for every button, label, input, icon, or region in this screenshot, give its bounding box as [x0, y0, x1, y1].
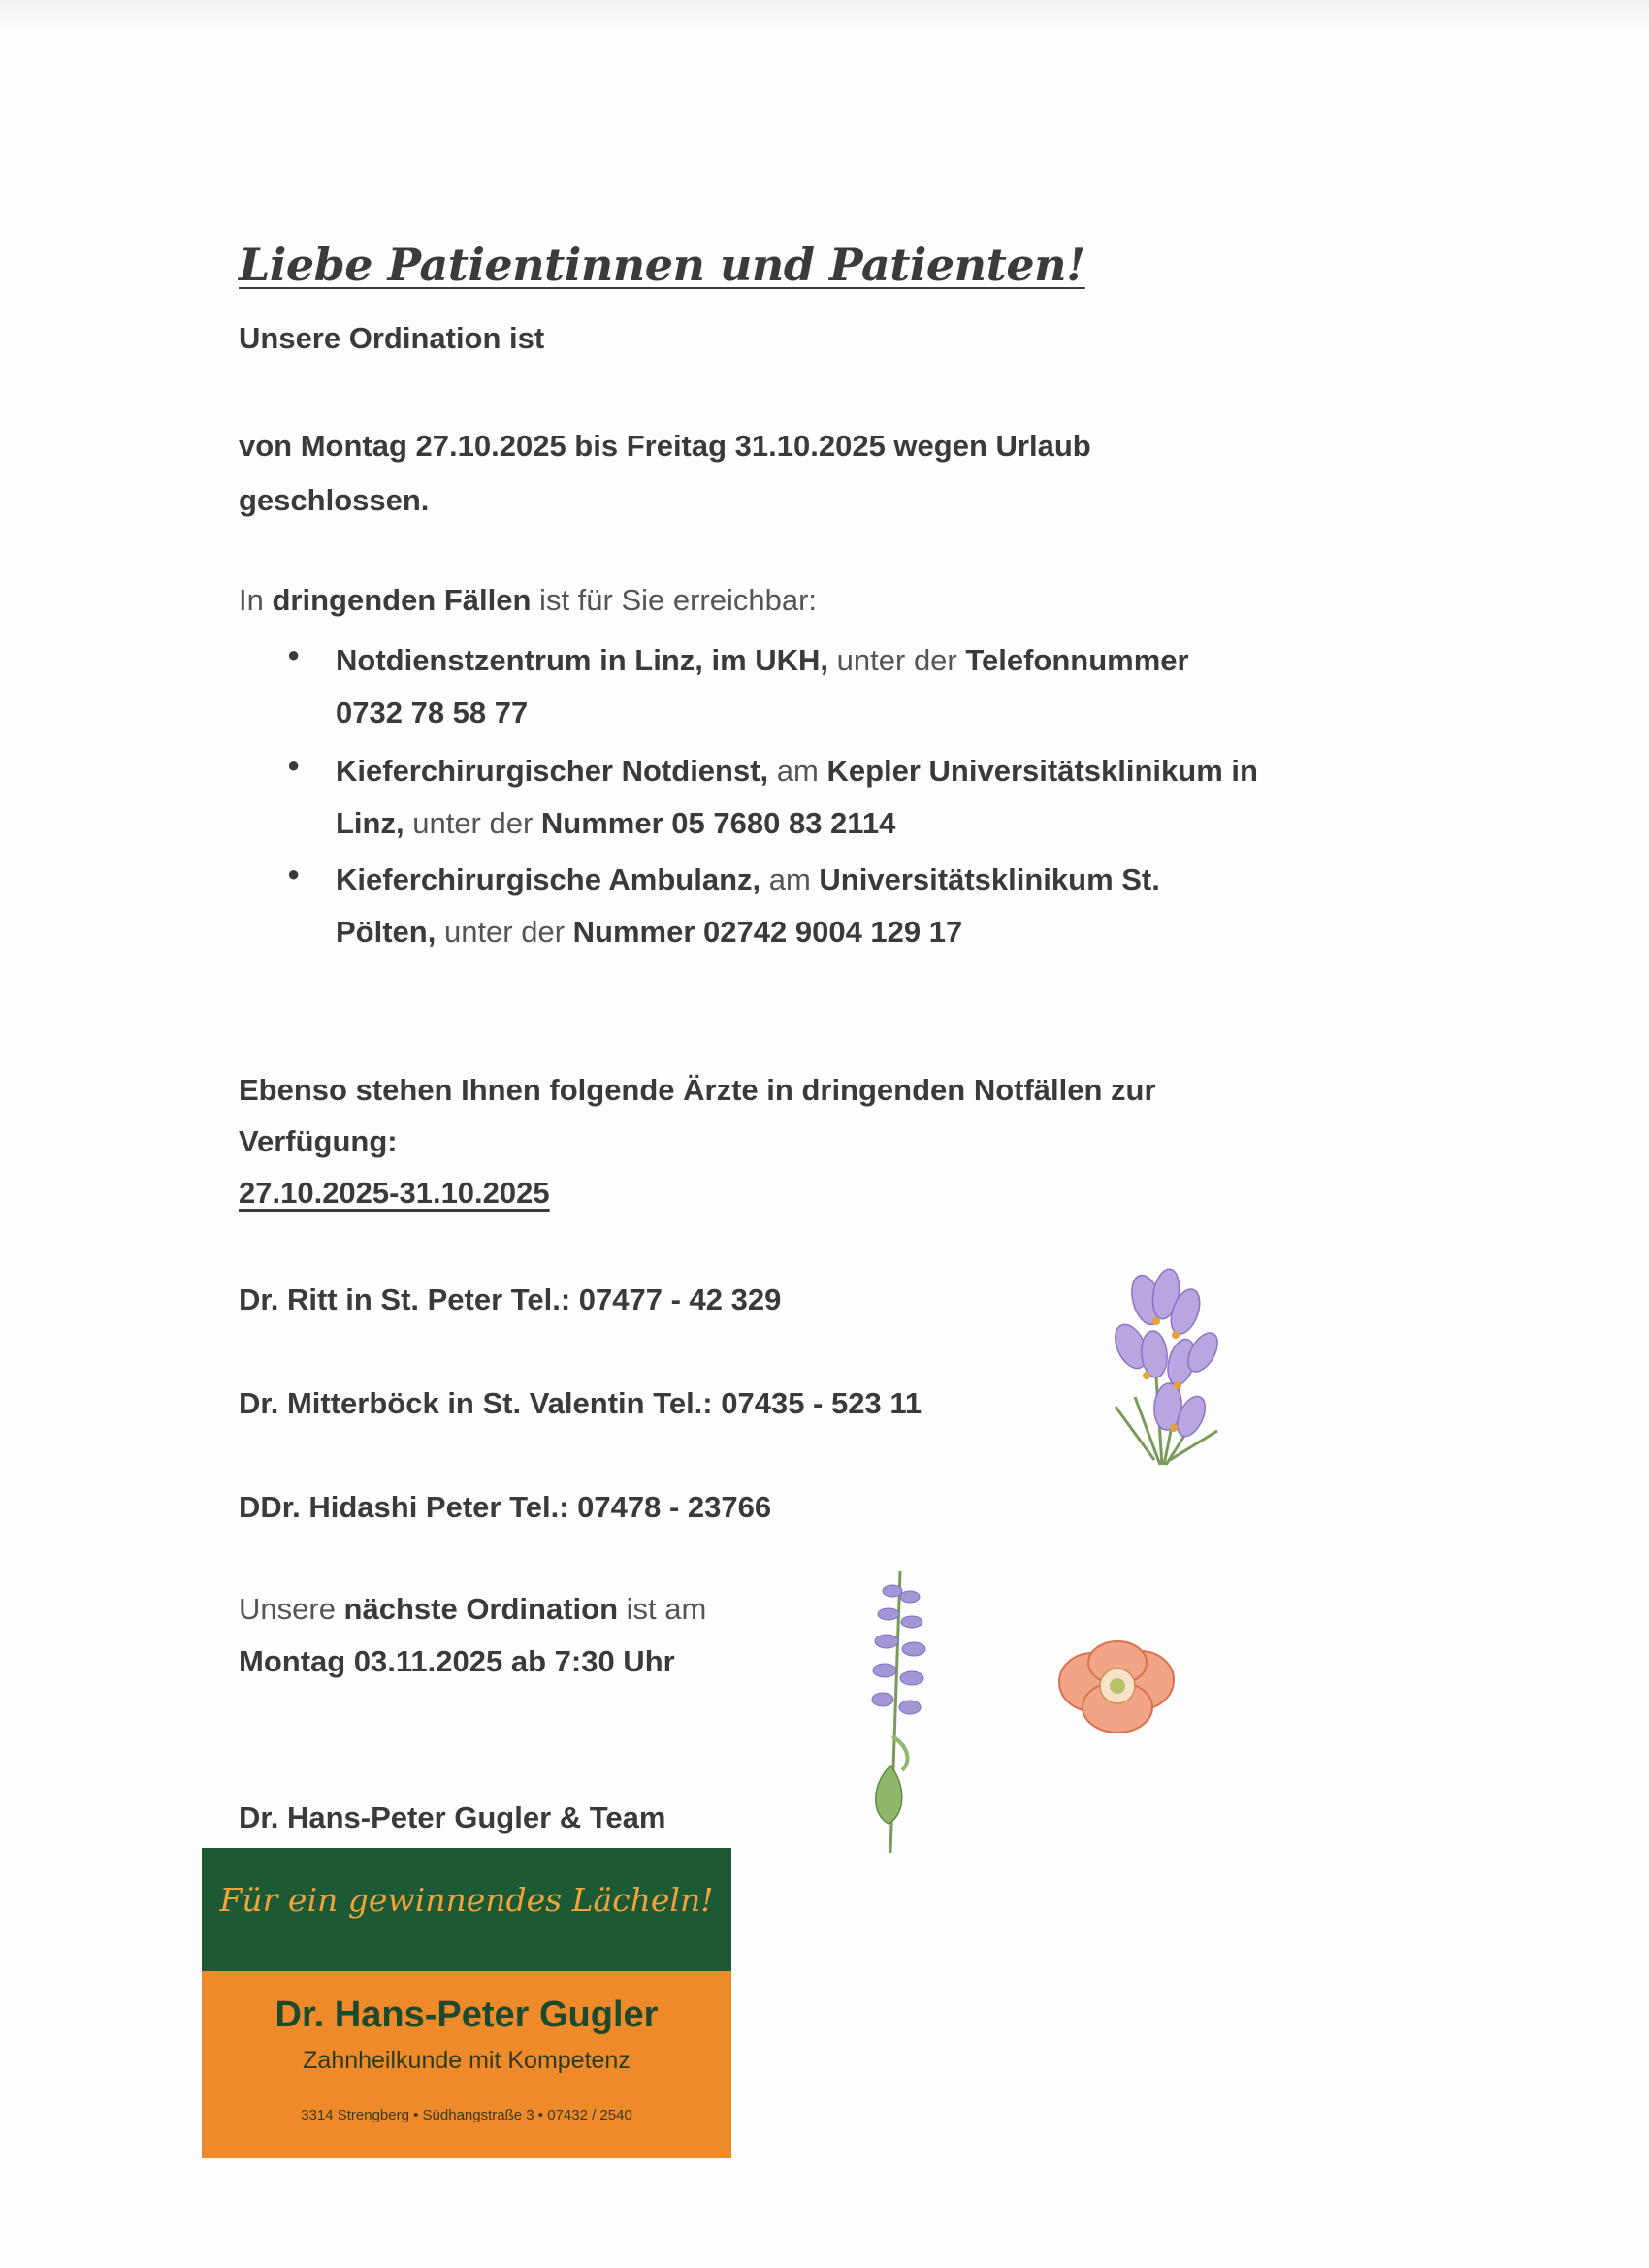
contact-2-city: Linz, [336, 806, 404, 840]
doctors-period: 27.10.2025-31.10.2025 [239, 1176, 550, 1210]
bullet-icon: ● [287, 753, 301, 777]
contact-1-connector: unter der [828, 643, 966, 677]
business-card-slogan-band [202, 1848, 731, 1971]
poppy-flower-icon [1050, 1630, 1185, 1746]
contact-2-line-1 [336, 745, 1374, 797]
signature: Dr. Hans-Peter Gugler & Team [239, 1800, 666, 1834]
doctors-intro-line-1: Ebenso stehen Ihnen folgende Ärzte in dringenden Notfällen zur [239, 1073, 1156, 1107]
contact-1-name: Notdienstzentrum in Linz, im UKH, [336, 643, 829, 677]
doctor-item: Dr. Mitterböck in St. Valentin Tel.: 07435 - 523 11 [239, 1386, 922, 1420]
next-appointment-date: Montag 03.11.2025 ab 7:30 Uhr [239, 1644, 675, 1678]
contact-3-city: Pölten, [336, 915, 436, 949]
contact-1-label: Telefonnummer [965, 643, 1189, 677]
contact-2-connector: am [768, 754, 827, 788]
page-title: Liebe Patientinnen und Patienten! [239, 239, 1085, 291]
salvia-flower-icon [842, 1552, 958, 1863]
contact-2-place: Kepler Universitätsklinikum in [826, 754, 1258, 788]
business-card [202, 1848, 731, 2158]
contact-3-connector: am [760, 862, 820, 896]
urgent-intro [239, 574, 817, 627]
intro-text: Unsere Ordination ist [239, 321, 545, 355]
page-shade [0, 0, 1649, 29]
next-appointment-intro [239, 1583, 706, 1636]
next-suffix: ist am [618, 1592, 707, 1626]
contact-3-phone: Nummer 02742 9004 129 17 [572, 915, 963, 949]
contact-1-line-1 [336, 634, 1374, 687]
contact-2-connector-2: unter der [404, 806, 541, 840]
doctor-item: DDr. Hidashi Peter Tel.: 07478 - 23766 [239, 1490, 772, 1524]
closure-line-2: geschlossen. [239, 483, 430, 517]
contact-3-connector-2: unter der [436, 915, 573, 949]
urgent-suffix: ist für Sie erreichbar: [531, 583, 818, 617]
contact-2-name: Kieferchirurgischer Notdienst, [336, 754, 769, 788]
next-prefix: Unsere [239, 1592, 344, 1626]
doctors-intro-line-2: Verfügung: [239, 1124, 398, 1158]
contact-1-phone: 0732 78 58 77 [336, 696, 529, 729]
business-card-subtitle: Zahnheilkunde mit Kompetenz [303, 2047, 630, 2074]
doctor-item: Dr. Ritt in St. Peter Tel.: 07477 - 42 329 [239, 1282, 782, 1316]
business-card-info-band [202, 1971, 731, 2158]
urgent-bold: dringenden Fällen [272, 583, 532, 617]
closure-line-1: von Montag 27.10.2025 bis Freitag 31.10.2025 wegen Urlaub [239, 429, 1091, 463]
bullet-icon: ● [287, 861, 301, 886]
next-bold: nächste Ordination [343, 1592, 619, 1626]
business-card-address: 3314 Strengberg • Südhangstraße 3 • 07432 / 2540 [301, 2107, 632, 2123]
contact-3-name: Kieferchirurgische Ambulanz, [336, 862, 761, 896]
crocus-flower-icon [1086, 1261, 1242, 1474]
bullet-icon: ● [287, 642, 301, 666]
urgent-prefix: In [239, 583, 273, 617]
contact-2-line-2 [336, 797, 1374, 850]
contact-2-phone: Nummer 05 7680 83 2114 [540, 806, 896, 840]
contact-3-place: Universitätsklinikum St. [819, 862, 1160, 896]
contact-3-line-2 [336, 906, 1374, 958]
contact-3-line-1 [336, 854, 1374, 906]
business-card-slogan: Für ein gewinnendes Lächeln! [219, 1881, 714, 1919]
business-card-name: Dr. Hans-Peter Gugler [275, 1994, 659, 2035]
